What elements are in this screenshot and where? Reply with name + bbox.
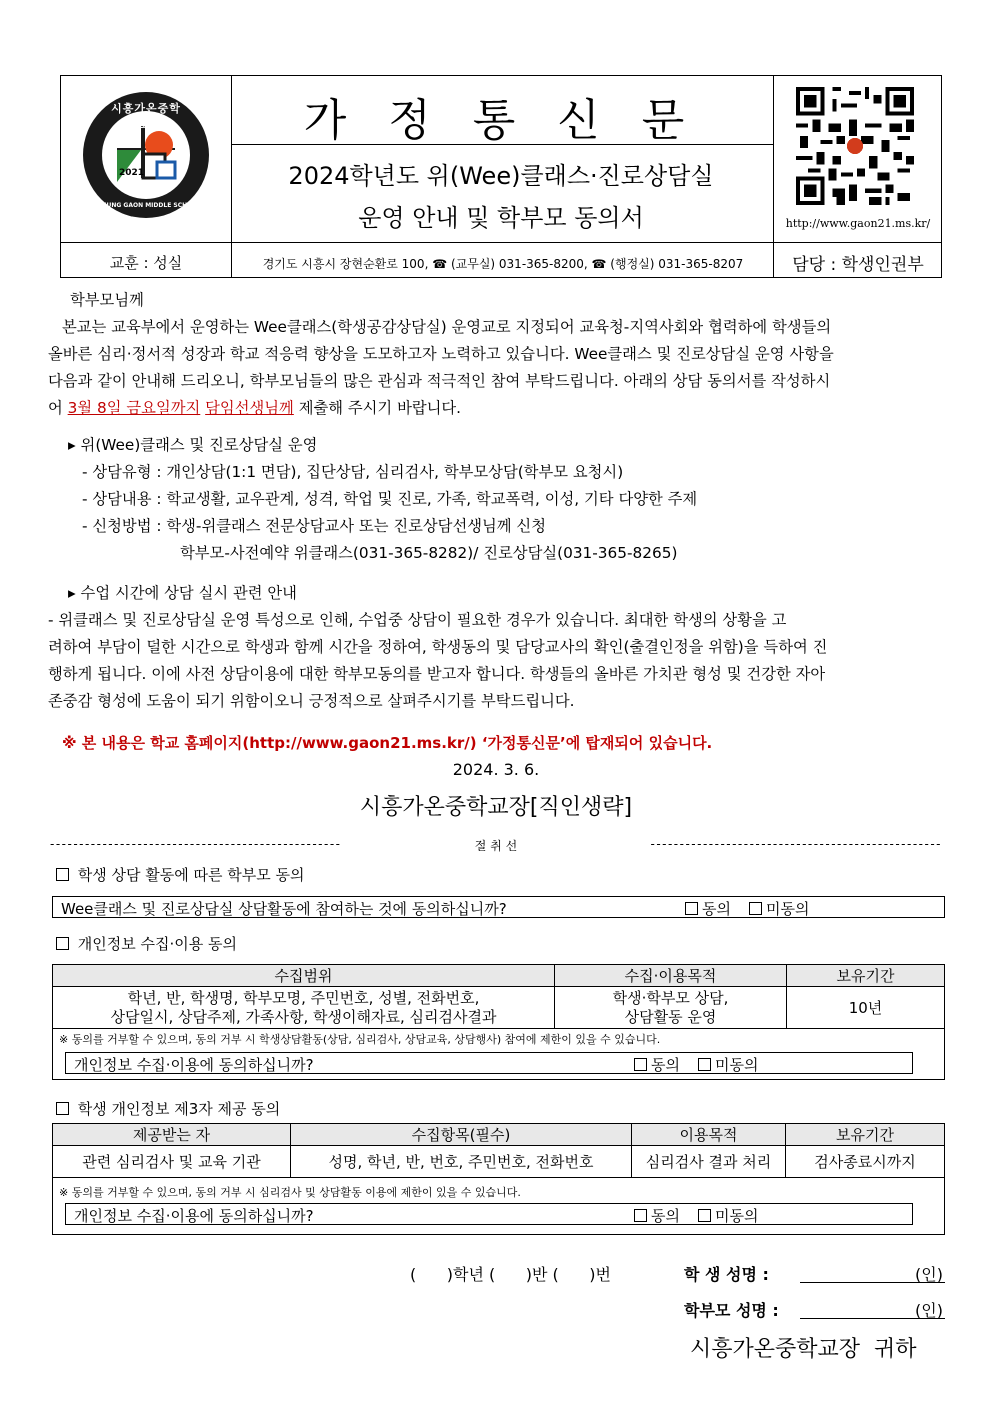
consent2-frame [52,964,945,1080]
consent3-header-items: 수집항목(필수) [291,1124,632,1146]
consent1-box [52,896,945,918]
square-bullet-icon [56,937,69,950]
disagree-label: 미동의 [766,900,810,918]
school-motto: 교훈 : 성실 [109,254,183,272]
issue-date: 2024. 3. 6. [452,760,540,779]
agree-checkbox[interactable] [685,902,698,915]
deadline-text: 3월 8일 금요일까지 [67,399,201,417]
section1-heading: ▸ 위(Wee)클래스 및 진로상담실 운영 [68,436,318,454]
cut-line-dashes-right: -------------------------------------------------- [650,837,942,851]
cut-line-dashes-left: -------------------------------------------------- [50,837,342,851]
disagree-label: 미동의 [715,1056,759,1074]
consent2-purpose [555,987,787,1029]
consent2-header-period: 보유기간 [787,965,945,987]
consent3-period: 검사종료시까지 [786,1146,945,1178]
header-frame [60,75,942,278]
consent3-recipient: 관련 심리검사 및 교육 기관 [53,1146,291,1178]
page-title: 가 정 통 신 문 [303,95,699,146]
section1-item-1: - 상담유형 : 개인상담(1:1 면담), 집단상담, 심리검사, 학부모상담(학부모 요청시) [82,463,624,481]
letter-greeting: 학부모님께 [70,291,144,309]
letter-line-4 [48,395,948,422]
school-address: 경기도 시흥시 장현순환로 100, ☎ (교무실) 031-365-8200, ☎ (행정실) 031-365-8207 [262,257,744,271]
homepage-notice: ※ 본 내용은 학교 홈페이지(http://www.gaon21.ms.kr/) ‘가정통신문’에 탑재되어 있습니다. [62,734,713,752]
consent2-note: ※ 동의를 거부할 수 있으며, 동의 거부 시 학생상담활동(상담, 심리검사, 상담교육, 상담행사) 참여에 제한이 있을 수 있습니다. [59,1033,661,1046]
agree-label: 동의 [702,900,731,918]
letter-line-3: 다음과 같이 안내해 드리오니, 학부모님들의 많은 관심과 적극적인 참여 부탁드립니다. 아래의 상담 동의서를 작성하시 [48,372,831,390]
consent3-question-box [65,1203,913,1225]
school-logo [81,90,211,220]
consent2-period: 10년 [787,987,945,1029]
section2-line-2: 려하여 부담이 덜한 시간으로 학생과 함께 시간을 정하여, 학생동의 및 담당교사의 확인(출결인정을 위함)을 득하여 진 [48,638,828,656]
consent2-purpose-line2: 상담활동 운영 [624,1007,717,1026]
disagree-checkbox[interactable] [698,1209,711,1222]
cut-line [50,837,942,854]
addressee: 시흥가온중학교장 귀하 [690,1337,917,1362]
section1-item-2: - 상담내용 : 학교생활, 교우관계, 성격, 학업 및 진로, 가족, 학교폭력, 이성, 기타 다양한 주제 [82,490,698,508]
consent2-header-scope: 수집범위 [53,965,555,987]
consent2-heading [56,933,237,954]
consent3-table [52,1123,945,1178]
disagree-label: 미동의 [715,1207,759,1225]
grade-class-number[interactable]: ( )학년 ( )반 ( )번 [410,1265,611,1284]
consent3-frame [52,1123,945,1235]
logo-english-name: SIHEUNG GAON MIDDLE SCHOOL [90,202,202,209]
section1-item-3: - 신청방법 : 학생-위클래스 전문상담교사 또는 진로상담선생님께 신청 [82,517,546,535]
agree-checkbox[interactable] [634,1058,647,1071]
submit-to-text: 담임선생님께 [205,399,294,417]
consent2-header-purpose: 수집·이용목적 [555,965,787,987]
subtitle-1: 2024학년도 위(Wee)클래스·진로상담실 [288,162,714,190]
section2-line-1: - 위클래스 및 진로상담실 운영 특성으로 인해, 수업중 상담이 필요한 경우가 있습니다. 최대한 학생의 상황을 고 [48,611,787,629]
consent2-heading-text: 개인정보 수집·이용 동의 [77,935,237,953]
consent3-header-period: 보유기간 [786,1124,945,1146]
consent3-header-purpose: 이용목적 [632,1124,786,1146]
consent3-disagree[interactable] [698,1205,758,1226]
student-name-label: 학 생 성명 : [684,1265,769,1284]
consent3-items: 성명, 학년, 반, 번호, 주민번호, 전화번호 [291,1146,632,1178]
section2-line-4: 존중감 형성에 도움이 되기 위함이오니 긍정적으로 살펴주시기를 부탁드립니다. [48,692,575,710]
consent2-purpose-line1: 학생·학부모 상담, [612,988,729,1007]
consent1-heading [56,864,304,885]
consent1-question: Wee클래스 및 진로상담실 상담활동에 참여하는 것에 동의하십니까? [61,900,507,918]
consent2-agree[interactable] [634,1054,680,1075]
consent1-agree[interactable] [685,898,731,919]
letter-body [48,314,948,422]
letter-line-1: 본교는 교육부에서 운영하는 Wee클래스(학생공감상담실) 운영교로 지정되어 교육청-지역사회와 협력하에 학생들의 [62,318,832,336]
student-seal: (인) [915,1265,943,1284]
square-bullet-icon [56,1102,69,1115]
disagree-checkbox[interactable] [749,902,762,915]
section1-item-4: 학부모-사전예약 위클래스(031-365-8282)/ 진로상담실(031-365-8265) [180,544,678,562]
section2-heading: ▸ 수업 시간에 상담 실시 관련 안내 [68,584,297,602]
square-bullet-icon [56,868,69,881]
disagree-checkbox[interactable] [698,1058,711,1071]
consent2-scope [53,987,555,1029]
section2-line-3: 행하게 됩니다. 이에 사전 상담이용에 대한 학부모동의를 받고자 합니다. 학생들의 올바른 가치관 형성 및 건강한 자아 [48,665,826,683]
section2-body [48,607,948,715]
logo-year: 2021 [119,168,145,178]
consent3-question: 개인정보 수집·이용에 동의하십니까? [74,1207,314,1225]
qr-code[interactable] [796,87,914,205]
logo-school-name: 시흥가온중학교 [111,102,181,131]
agree-checkbox[interactable] [634,1209,647,1222]
parent-name-label: 학부모 성명 : [684,1301,779,1320]
principal-name: 시흥가온중학교장[직인생략] [359,795,633,820]
consent3-agree[interactable] [634,1205,680,1226]
department: 담당 : 학생인권부 [792,255,924,275]
parent-seal: (인) [915,1301,943,1320]
consent1-disagree[interactable] [749,898,809,919]
school-url[interactable]: http://www.gaon21.ms.kr/ [785,217,931,230]
consent3-note: ※ 동의를 거부할 수 있으며, 동의 거부 시 심리검사 및 상담활동 이용에 제한이 있을 수 있습니다. [59,1186,521,1199]
consent3-heading-text: 학생 개인정보 제3자 제공 동의 [77,1100,281,1118]
agree-label: 동의 [651,1056,680,1074]
cut-line-label: 절 취 선 [474,839,518,853]
agree-label: 동의 [651,1207,680,1225]
letter-line-4-prefix: 어 [48,399,68,417]
subtitle-2: 운영 안내 및 학부모 동의서 [358,204,644,232]
consent1-heading-text: 학생 상담 활동에 따른 학부모 동의 [77,866,305,884]
consent2-table [52,964,945,1029]
letter-line-2: 올바른 심리·정서적 성장과 학교 적응력 향상을 도모하고자 노력하고 있습니다. Wee클래스 및 진로상담실 운영 사항을 [48,345,834,363]
consent2-scope-line2: 상담일시, 상담주제, 가족사항, 학생이해자료, 심리검사결과 [110,1007,497,1026]
consent2-scope-line1: 학년, 반, 학생명, 학부모명, 주민번호, 성별, 전화번호, [127,988,480,1007]
consent3-heading [56,1098,280,1119]
consent2-question-box [65,1052,913,1074]
consent3-purpose: 심리검사 결과 처리 [632,1146,786,1178]
letter-line-4-suffix: 제출해 주시기 바랍니다. [293,399,462,417]
consent2-disagree[interactable] [698,1054,758,1075]
consent2-question: 개인정보 수집·이용에 동의하십니까? [74,1056,314,1074]
consent3-header-recipient: 제공받는 자 [53,1124,291,1146]
